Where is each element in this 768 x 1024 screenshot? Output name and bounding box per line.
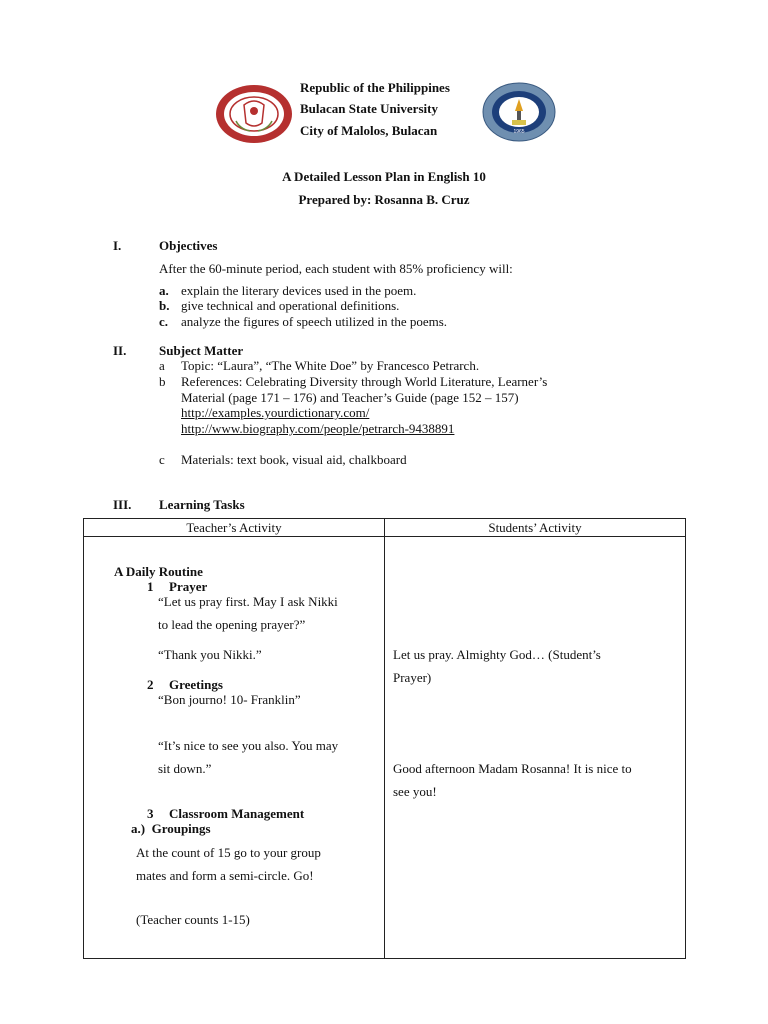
teacher-prayer-line2: to lead the opening prayer?” [158,617,306,632]
svg-text:1965: 1965 [513,129,525,135]
greetings-heading: Greetings [169,677,223,692]
teacher-response-line2: sit down.” [158,761,212,776]
groupings-line2: mates and form a semi-circle. Go! [136,868,314,883]
step-number: 1 [147,579,154,594]
step-number: 3 [147,806,154,821]
groupings-heading: a.) Groupings [131,821,211,836]
subject-references-line2: Material (page 171 – 176) and Teacher’s Guide (page 152 – 157) [181,390,519,405]
document-title: A Detailed Lesson Plan in English 10 [282,169,486,184]
teacher-counts: (Teacher counts 1-15) [136,912,250,927]
subject-topic: Topic: “Laura”, “The White Doe” by Francesco Petrarch. [181,358,480,373]
column-header-students: Students’ Activity [385,519,686,537]
student-greeting-line2: see you! [393,784,437,799]
header-country: Republic of the Philippines [300,80,450,95]
column-header-teacher: Teacher’s Activity [84,519,385,537]
reference-link-biography[interactable]: http://www.biography.com/people/petrarch-9438891 [181,421,455,436]
teacher-prayer-line1: “Let us pray first. May I ask Nikki [158,594,338,609]
step-number: 2 [147,677,154,692]
section-heading-objectives: Objectives [159,238,218,253]
objective-item: give technical and operational definitions. [181,298,400,313]
section-numeral-1: I. [113,238,122,253]
prepared-by: Prepared by: Rosanna B. Cruz [298,192,470,207]
reference-link-dictionary[interactable]: http://examples.yourdictionary.com/ [181,405,370,420]
subject-references-line1: References: Celebrating Diversity through World Literature, Learner’s [181,374,548,389]
students-activity-cell [385,537,686,959]
teacher-thanks: “Thank you Nikki.” [158,647,262,662]
teacher-activity-cell [84,537,385,959]
subject-letter: a [159,358,165,373]
student-prayer-line1: Let us pray. Almighty God… (Student’s [393,647,601,662]
university-seal-logo [214,83,294,145]
subject-letter: b [159,374,166,389]
objective-item: explain the literary devices used in the poem. [181,283,417,298]
subject-materials: Materials: text book, visual aid, chalkboard [181,452,407,467]
daily-routine-heading: A Daily Routine [114,564,203,579]
teacher-response-line1: “It’s nice to see you also. You may [158,738,339,753]
teacher-greeting: “Bon journo! 10- Franklin” [158,692,301,707]
learning-tasks-table [83,518,686,959]
header-university: Bulacan State University [300,101,438,116]
objective-letter: b. [159,298,170,313]
objective-letter: c. [159,314,169,329]
section-numeral-2: II. [113,343,127,358]
objective-letter: a. [159,283,169,298]
student-prayer-line2: Prayer) [393,670,432,685]
objective-item: analyze the figures of speech utilized in the poems. [181,314,448,329]
section-heading-learning-tasks: Learning Tasks [159,497,245,512]
college-seal-logo [481,81,557,143]
objectives-intro: After the 60-minute period, each student with 85% proficiency will: [159,261,513,276]
classroom-management-heading: Classroom Management [169,806,305,821]
subject-letter: c [159,452,165,467]
section-numeral-3: III. [113,497,132,512]
header-city: City of Malolos, Bulacan [300,123,438,138]
section-heading-subject-matter: Subject Matter [159,343,244,358]
student-greeting-line1: Good afternoon Madam Rosanna! It is nice to [393,761,632,776]
groupings-line1: At the count of 15 go to your group [136,845,321,860]
prayer-heading: Prayer [169,579,208,594]
